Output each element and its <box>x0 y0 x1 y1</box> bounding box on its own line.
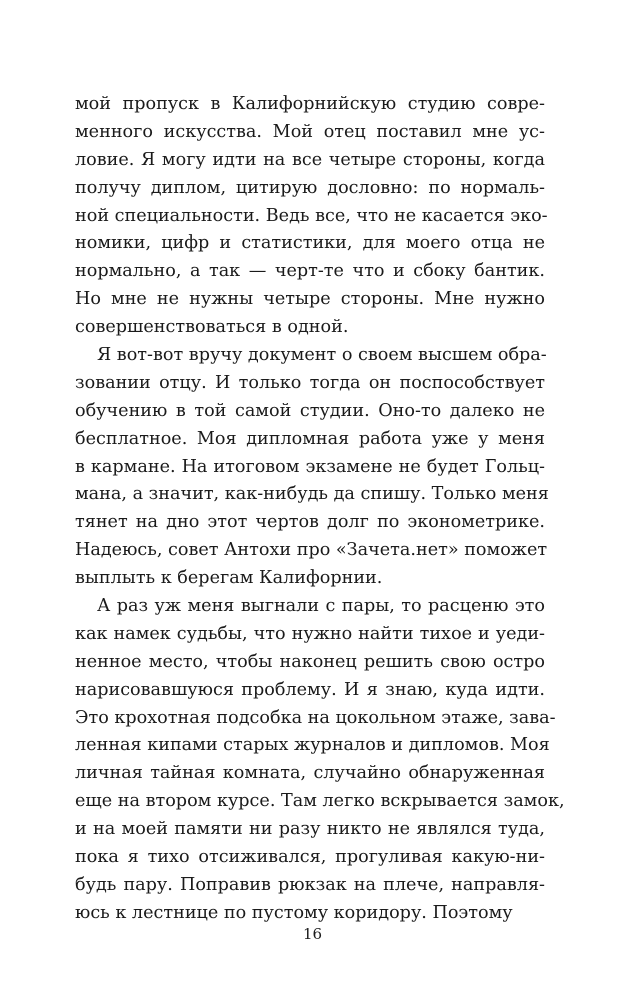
text-line: будь пару. Поправив рюкзак на плече, направля- <box>75 874 545 895</box>
text-line: еще на втором курсе. Там легко вскрывается замок, <box>75 791 565 812</box>
text-line: зовании отцу. И только тогда он поспособствует <box>75 372 545 393</box>
text-line: Это крохотная подсобка на цокольном этаже, зава- <box>75 707 556 728</box>
paragraph <box>75 593 565 928</box>
text-line: мой пропуск в Калифорнийскую студию совре- <box>75 94 545 114</box>
text-line: ной специальности. Ведь все, что не касается эко- <box>75 205 548 226</box>
text-line: А раз уж меня выгнали с пары, то расценю это <box>97 596 545 617</box>
text-line: Надеюсь, совет Антохи про «Зачета.нет» поможет <box>75 540 548 561</box>
text-line: нарисовавшуюся проблему. И я знаю, куда идти. <box>75 679 545 700</box>
paragraph <box>75 342 549 593</box>
text-line: личная тайная комната, случайно обнаруженная <box>75 763 545 784</box>
text-line: выплыть к берегам Калифорнии. <box>75 568 383 589</box>
text-line: номики, цифр и статистики, для моего отца не <box>75 233 545 254</box>
body-text <box>75 91 565 928</box>
text-line: ненное место, чтобы наконец решить свою остро <box>75 651 545 672</box>
text-line: Но мне не нужны четыре стороны. Мне нужно <box>75 289 545 310</box>
text-line: в кармане. На итоговом экзамене не будет Гольц- <box>75 456 545 477</box>
page-number: 16 <box>302 925 323 943</box>
text-line: менного искусства. Мой отец поставил мне ус- <box>75 121 545 142</box>
text-line: обучению в той самой студии. Оно-то далеко не <box>75 400 545 421</box>
text-line: мана, а значит, как-нибудь да спишу. Только меня <box>75 484 549 505</box>
text-line: юсь к лестнице по пустому коридору. Поэтому <box>75 902 513 923</box>
paragraph <box>75 91 548 342</box>
text-line: ленная кипами старых журналов и дипломов. Моя <box>75 735 550 756</box>
text-line: совершенствоваться в одной. <box>75 317 349 338</box>
text-line: получу диплом, цитирую дословно: по нормаль- <box>75 177 545 198</box>
text-line: и на моей памяти ни разу никто не являлся туда, <box>75 819 545 840</box>
text-line: бесплатное. Моя дипломная работа уже у меня <box>75 428 545 449</box>
text-line: пока я тихо отсиживался, прогуливая какую-ни- <box>75 847 545 868</box>
text-line: Я вот-вот вручу документ о своем высшем обра- <box>97 345 547 366</box>
text-line: ловие. Я могу идти на все четыре стороны, когда <box>75 149 545 170</box>
text-line: нормально, а так — черт-те что и сбоку бантик. <box>75 261 545 282</box>
text-line: тянет на дно этот чертов долг по эконометрике. <box>75 512 545 533</box>
text-line: как намек судьбы, что нужно найти тихое и уеди- <box>75 623 545 644</box>
